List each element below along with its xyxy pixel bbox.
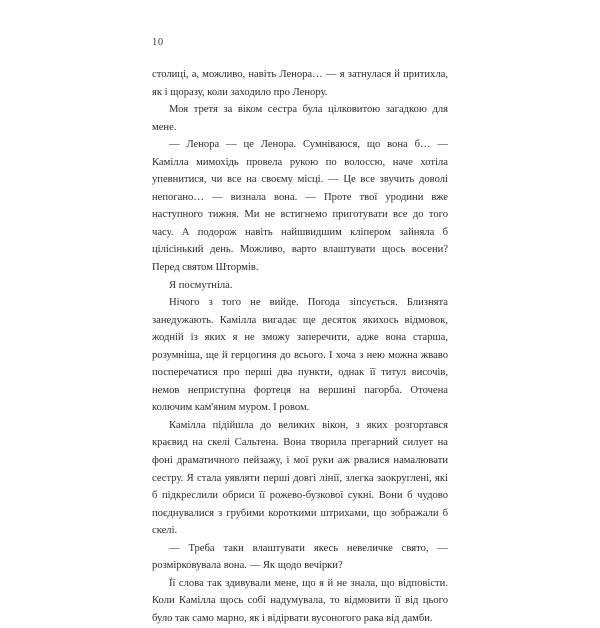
page-text-block xyxy=(152,66,448,628)
paragraph: Я посмутніла. xyxy=(169,279,233,291)
paragraph: Нічого з того не вийде. Погода зіпсується. Близнята занедужають. Камілла вигадає ще десяток якихось відмовок, жодній із яких я не зможу заперечити, адже вона старша, розумніша, ще й герцогиня до всього. І хоча з нею можна жваво посперечатися про перші два пункти, однак її титул височів, немов неприступна фортеця на вершині пагорба. Оточена колючим кам'яним муром. І ровом. xyxy=(152,297,448,414)
paragraph: Її слова так здивували мене, що я й не знала, що відповісти. Коли Камілла щось собі надумувала, то відмовити її від цього було так само марно, як і відірвати вусоногого рака від дамби. xyxy=(152,577,448,624)
paragraph: столиці, а, можливо, навіть Ленора… — я затнулася й притихла, як і щоразу, коли заходило про Ленору. xyxy=(152,69,448,98)
paragraph: Камілла підійшла до великих вікон, з яких розгортався краєвид на скелі Сальтена. Вона творила прегарний силует на фоні драматичного пейзажу, і мої руки аж рвалися намалювати сестру. Я стала уявляти перші довгі лінії, злегка заокруглені, які б підкреслили обриси її рожево-бузкової сукні. Вони б чудово поєднувалися з грубими короткими штрихами, що зображали б скелі. xyxy=(152,419,448,537)
paragraph: — Ленора — це Ленора. Сумніваюся, що вона б… — Камілла мимохідь провела рукою по волоссю, наче хотіла упевнитися, чи все на своєму місці. — Це все звучить доволі непогано… — визнала вона. — Проте твої уродини вже наступного тижня. Ми не встигнемо приготувати все до того часу. А подорож навіть найшвидшим кліпером зайняла б цілісінький день. Можливо, варто влаштувати щось восени? Перед святом Штормів. xyxy=(152,139,448,274)
paragraph: — Треба таки влаштувати якесь невеличке свято, — розмірковувала вона. — Як щодо вечірки? xyxy=(152,542,448,572)
page-number: 10 xyxy=(152,37,164,48)
paragraph: Моя третя за віком сестра була цілковитою загадкою для мене. xyxy=(152,104,448,133)
